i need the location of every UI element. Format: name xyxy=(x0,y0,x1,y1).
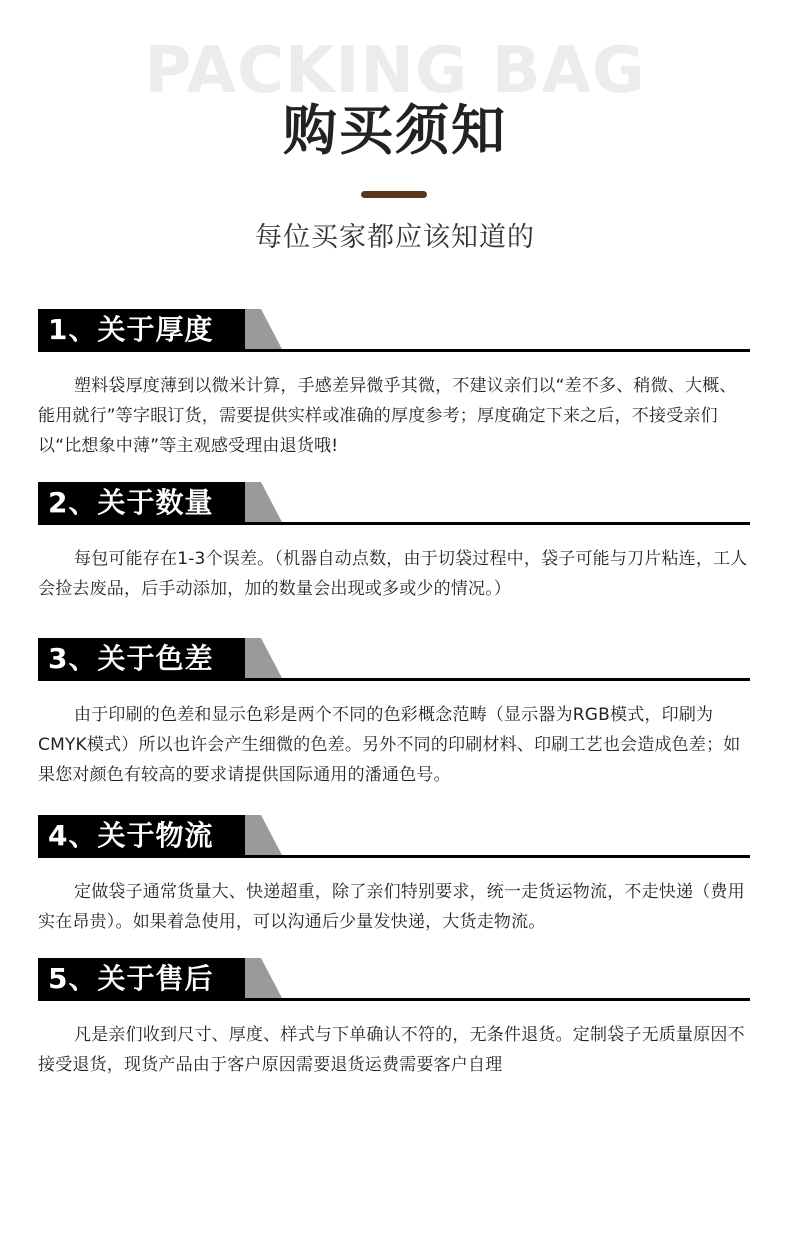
section-header xyxy=(38,815,750,860)
title-accent-bar xyxy=(361,191,427,198)
tab-shadow xyxy=(243,638,283,680)
section-body: 定做袋子通常货量大、快递超重，除了亲们特别要求，统一走货运物流，不走快递（费用实在昂贵）。如果着急使用，可以沟通后少量发快递，大货走物流。 xyxy=(38,882,745,932)
tab-shadow xyxy=(243,958,283,1000)
section-header xyxy=(38,638,750,683)
tab-shadow xyxy=(243,482,283,524)
section-thickness xyxy=(38,309,750,461)
section-logistics xyxy=(38,815,750,937)
section-underline xyxy=(38,522,750,525)
section-heading: 3、关于色差 xyxy=(38,638,245,680)
section-underline xyxy=(38,349,750,352)
page-subtitle: 每位买家都应该知道的 xyxy=(255,222,535,253)
section-after-sales xyxy=(38,958,750,1080)
section-header xyxy=(38,309,750,354)
section-body: 每包可能存在1-3个误差。（机器自动点数，由于切袋过程中，袋子可能与刀片粘连，工人会捡去废品，后手动添加，加的数量会出现或多或少的情况。） xyxy=(38,549,748,599)
section-quantity xyxy=(38,482,750,604)
section-header xyxy=(38,482,750,527)
section-underline xyxy=(38,678,750,681)
section-heading: 2、关于数量 xyxy=(38,482,245,524)
section-color-difference xyxy=(38,638,750,790)
background-title: PACKING BAG xyxy=(144,34,646,108)
section-body: 由于印刷的色差和显示色彩是两个不同的色彩概念范畴（显示器为RGB模式，印刷为CMYK模式）所以也许会产生细微的色差。另外不同的印刷材料、印刷工艺也会造成色差；如果您对颜色有较高的要求请提供国际通用的潘通色号。 xyxy=(38,705,741,785)
section-heading: 5、关于售后 xyxy=(38,958,245,1000)
section-body: 凡是亲们收到尺寸、厚度、样式与下单确认不符的，无条件退货。定制袋子无质量原因不接受退货，现货产品由于客户原因需要退货运费需要客户自理 xyxy=(38,1025,745,1075)
section-underline xyxy=(38,998,750,1001)
section-body: 塑料袋厚度薄到以微米计算，手感差异微乎其微，不建议亲们以“差不多、稍微、大概、能用就行”等字眼订货，需要提供实样或准确的厚度参考；厚度确定下来之后，不接受亲们以“比想象中薄”等主观感受理由退货哦! xyxy=(38,376,737,456)
page-title: 购买须知 xyxy=(283,99,507,162)
section-header xyxy=(38,958,750,1003)
tab-shadow xyxy=(243,309,283,351)
tab-shadow xyxy=(243,815,283,857)
section-heading: 4、关于物流 xyxy=(38,815,245,857)
section-heading: 1、关于厚度 xyxy=(38,309,245,351)
section-underline xyxy=(38,855,750,858)
